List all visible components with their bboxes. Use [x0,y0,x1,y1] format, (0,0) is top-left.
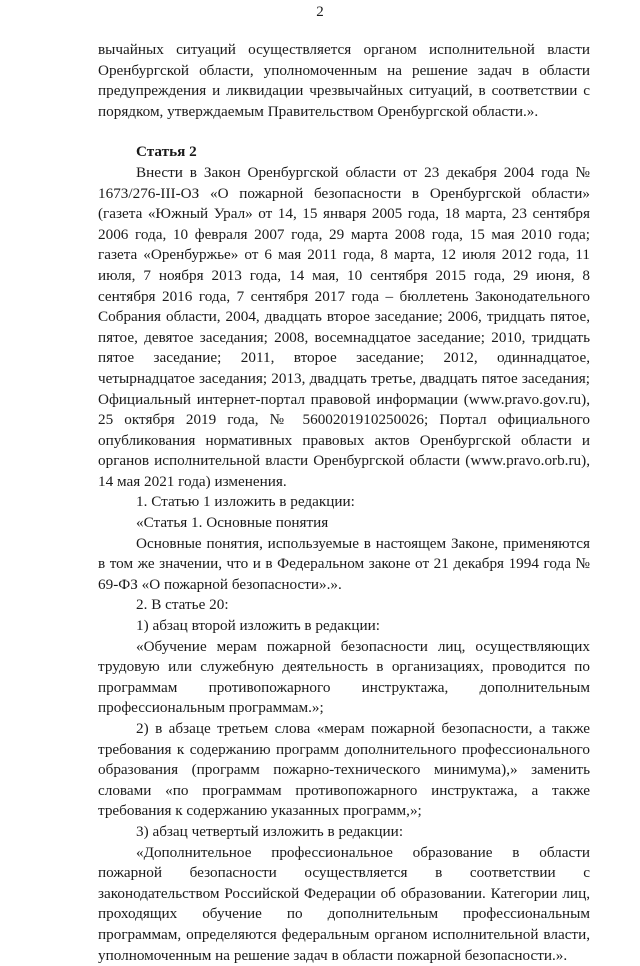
item-2-subitem-3: 3) абзац четвертый изложить в редакции: [136,822,404,840]
item-2-subitem-1: 1) абзац второй изложить в редакции: [136,617,380,635]
item-2-subitem-3-text: «Дополнительное профессиональное образование в области пожарной безопасности осуществляется в соответствии с законодательством Российской Федерации об образовании. Категории лиц, проходящих обучение по дополнительным профессиональным программам, определяются федеральным органом исполнительной власти, уполномоченным на решение задач в области пожарной безопасности.». [98,843,590,964]
item-1: 1. Статью 1 изложить в редакции: [136,493,355,511]
article-2-heading: Статья 2 [136,143,197,161]
item-1-article-title: «Статья 1. Основные понятия [136,514,329,532]
item-2-subitem-1-text: «Обучение мерам пожарной безопасности лиц, осуществляющих трудовую или служебную деятельность в организациях, проводится по программам противопожарного инструктажа, дополнительным профессиональным программам.»; [98,637,590,717]
intro-paragraph: вычайных ситуаций осуществляется органом исполнительной власти Оренбургской области, уполномоченным на решение задач в области предупреждения и ликвидации чрезвычайных ситуаций, в соответствии с порядком, утверждаемым Правительством Оренбургской области.». [98,41,590,120]
article-2-paragraph: Внести в Закон Оренбургской области от 23 декабря 2004 года № 1673/276-III-ОЗ «О пожарной безопасности в Оренбургской области» (газета «Южный Урал» от 14, 15 января 2005 года, 18 марта, 23 сентября 2006 года, 10 февраля 2007 года, 29 марта 2008 года, 15 мая 2010 года; газета «Оренбуржье» от 6 мая 2011 года, 8 марта, 12 июля 2012 года, 11 июля, 7 ноября 2013 года, 14 мая, 10 сентября 2015 года, 29 июня, 8 сентября 2016 года, 7 сентября 2017 года – бюллетень Законодательного Собрания области, 2004, двадцать второе заседание; 2006, тридцать пятое, пятое, девятое заседания; 2008, восемнадцатое заседание; 2010, тридцать пятое заседание; 2011, второе заседание; 2012, одиннадцатое, четырнадцатое заседания; 2013, двадцать третье, двадцать пятое заседания; Официальный интернет-портал правовой информации (www.pravo.gov.ru), 25 октября 2019 года, № 5600201910250026; Портал официального опубликования нормативных правовых актов Оренбургской области и органов исполнительной власти Оренбургской области (www.pravo.orb.ru), 14 мая 2021 года) изменения. [98,163,590,490]
document-body [98,40,590,966]
page-number: 2 [316,4,324,20]
item-1-article-text: Основные понятия, используемые в настоящем Законе, применяются в том же значении, что и в Федеральном законе от 21 декабря 1994 года № 69-ФЗ «О пожарной безопасности».». [98,534,590,593]
item-2-subitem-2: 2) в абзаце третьем слова «мерам пожарной безопасности, а также требования к содержанию программ дополнительного профессионального образования (программ пожарно-технического минимума),» заменить словами «по программам противопожарного инструктажа, а также требования к содержанию указанных программ,»; [98,720,590,820]
item-2: 2. В статье 20: [136,596,229,614]
